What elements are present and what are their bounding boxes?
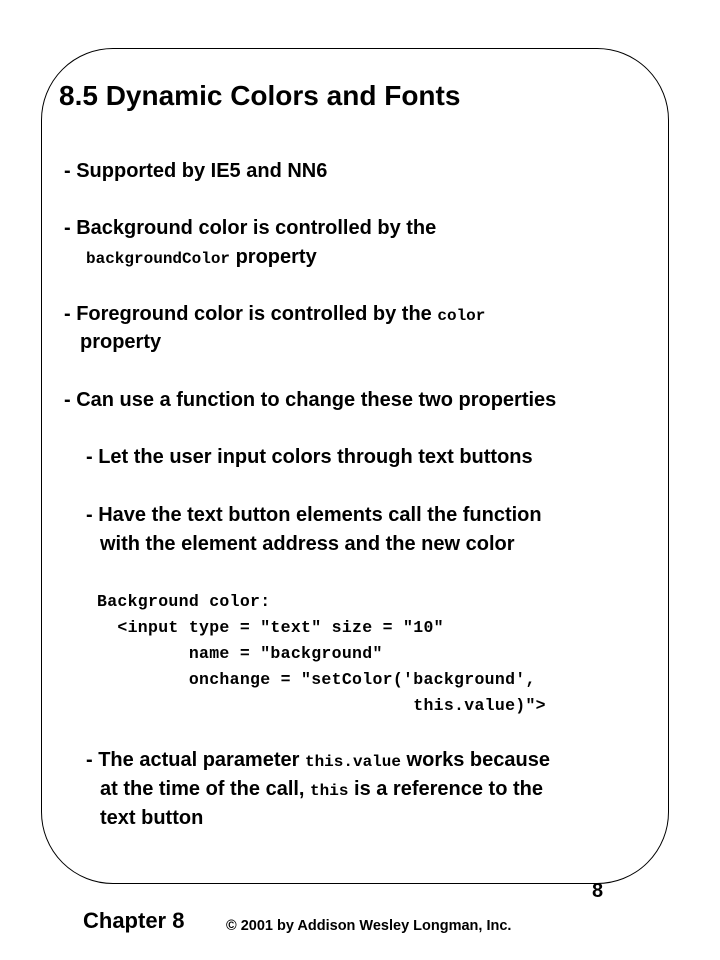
bullet-foreground-line2: property [80, 331, 162, 353]
bullet-background-line2 [86, 243, 317, 273]
sub-bullet-param-line3: text button [100, 807, 204, 829]
param-text-3: at the time of the call, [100, 778, 311, 800]
code-line-1: Background color: [97, 592, 271, 611]
page-number: 8 [592, 880, 604, 902]
code-line-2: <input type = "text" size = "10" [97, 618, 444, 637]
code-line-4: onchange = "setColor('background', [97, 670, 536, 689]
bullet-background-line1: - Background color is controlled by the [64, 217, 437, 239]
slide-title: 8.5 Dynamic Colors and Fonts [59, 80, 461, 111]
sub-bullet-param-line2 [100, 775, 543, 805]
code-backgroundColor: backgroundColor [86, 250, 231, 268]
code-this: this [310, 782, 349, 800]
bullet-function: - Can use a function to change these two properties [64, 389, 557, 411]
param-text-2: works because [400, 749, 550, 771]
param-text-1: - The actual parameter [86, 749, 305, 771]
bullet-foreground-line1 [64, 300, 485, 330]
param-text-4: is a reference to the [348, 778, 543, 800]
bullet-supported: - Supported by IE5 and NN6 [64, 160, 328, 182]
footer-copyright: © 2001 by Addison Wesley Longman, Inc. [226, 918, 512, 934]
sub-bullet-param-line1 [86, 746, 550, 776]
sub-bullet-call-line2: with the element address and the new color [100, 533, 515, 555]
bullet-foreground-text: - Foreground color is controlled by the [64, 303, 438, 325]
footer-chapter: Chapter 8 [83, 908, 185, 933]
code-line-5: this.value)"> [97, 696, 546, 715]
code-this-value: this.value [304, 753, 401, 771]
sub-bullet-call-line1: - Have the text button elements call the function [86, 504, 542, 526]
code-color: color [437, 307, 486, 325]
sub-bullet-user-input: - Let the user input colors through text buttons [86, 446, 533, 468]
code-line-3: name = "background" [97, 644, 383, 663]
bullet-background-tail: property [230, 246, 317, 268]
